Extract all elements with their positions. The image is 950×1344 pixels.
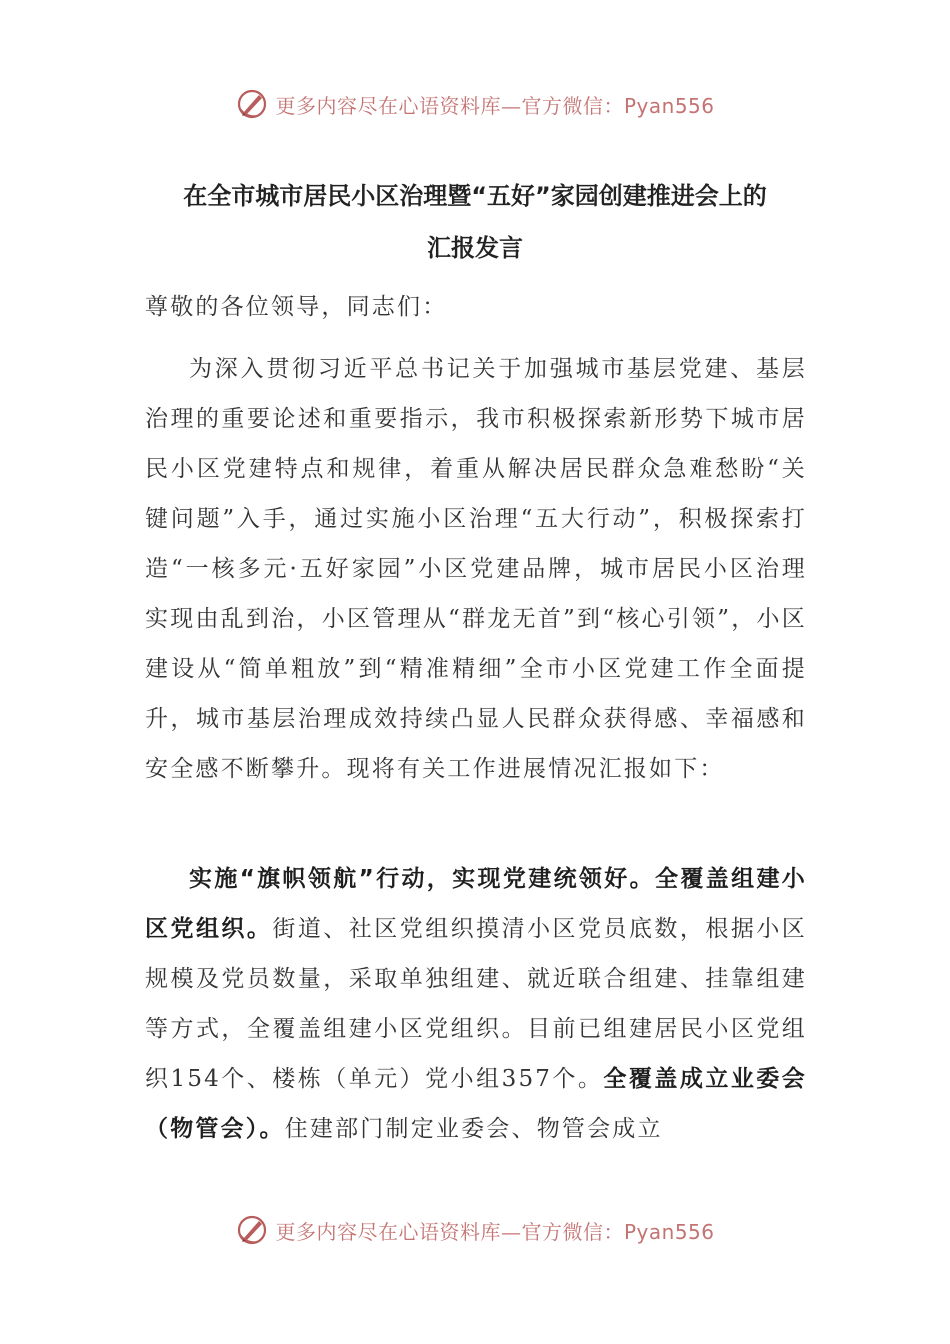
watermark-text	[275, 1216, 714, 1245]
intro-paragraph: 为深入贯彻习近平总书记关于加强城市基层党建、基层治理的重要论述和重要指示，我市积极探索新形势下城市居民小区党建特点和规律，着重从解决居民群众急难愁盼“关键问题”入手，通过实施小区治理“五大行动”，积极探索打造“一核多元·五好家园”小区党建品牌，城市居民小区治理实现由乱到治，小区管理从“群龙无首”到“核心引领”，小区建设从“简单粗放”到“精准精细”全市小区党建工作全面提升，城市基层治理成效持续凸显人民群众获得感、幸福感和安全感不断攀升。现将有关工作进展情况汇报如下：	[145, 356, 807, 782]
watermark-text	[275, 90, 714, 119]
salutation: 尊敬的各位领导，同志们：	[145, 294, 448, 320]
pen-logo-icon	[235, 87, 269, 121]
watermark-label: 更多内容尽在心语资料库—官方微信：	[275, 93, 624, 118]
subheading-owners-committee: 全覆盖成立业委会（物管会）。	[145, 1066, 807, 1142]
section-heading: 实施“旗帜领航”行动，实现党建统领好。	[189, 866, 656, 892]
pen-logo-icon	[235, 1213, 269, 1247]
footer-watermark-banner	[0, 1210, 950, 1250]
document-title-line2: 汇报发言	[427, 234, 523, 262]
wechat-id: Pyan556	[623, 1219, 715, 1244]
wechat-id: Pyan556	[623, 93, 715, 118]
section-text-party-org: 街道、社区党组织摸清小区党员底数，根据小区规模及党员数量，采取单独组建、就近联合组建、挂靠组建等方式，全覆盖组建小区党组织。目前已组建居民小区党组织154个、楼栋（单元）党小组357个。	[145, 916, 807, 1092]
section-text-owners-committee: 住建部门制定业委会、物管会成立	[284, 1116, 663, 1142]
document-title-line1: 在全市城市居民小区治理暨“五好”家园创建推进会上的	[183, 182, 767, 210]
watermark-label: 更多内容尽在心语资料库—官方微信：	[275, 1219, 624, 1244]
subheading-party-org: 全覆盖组建小区党组织。	[145, 866, 807, 942]
section-paragraph	[145, 854, 807, 1154]
header-watermark-banner	[0, 84, 950, 124]
